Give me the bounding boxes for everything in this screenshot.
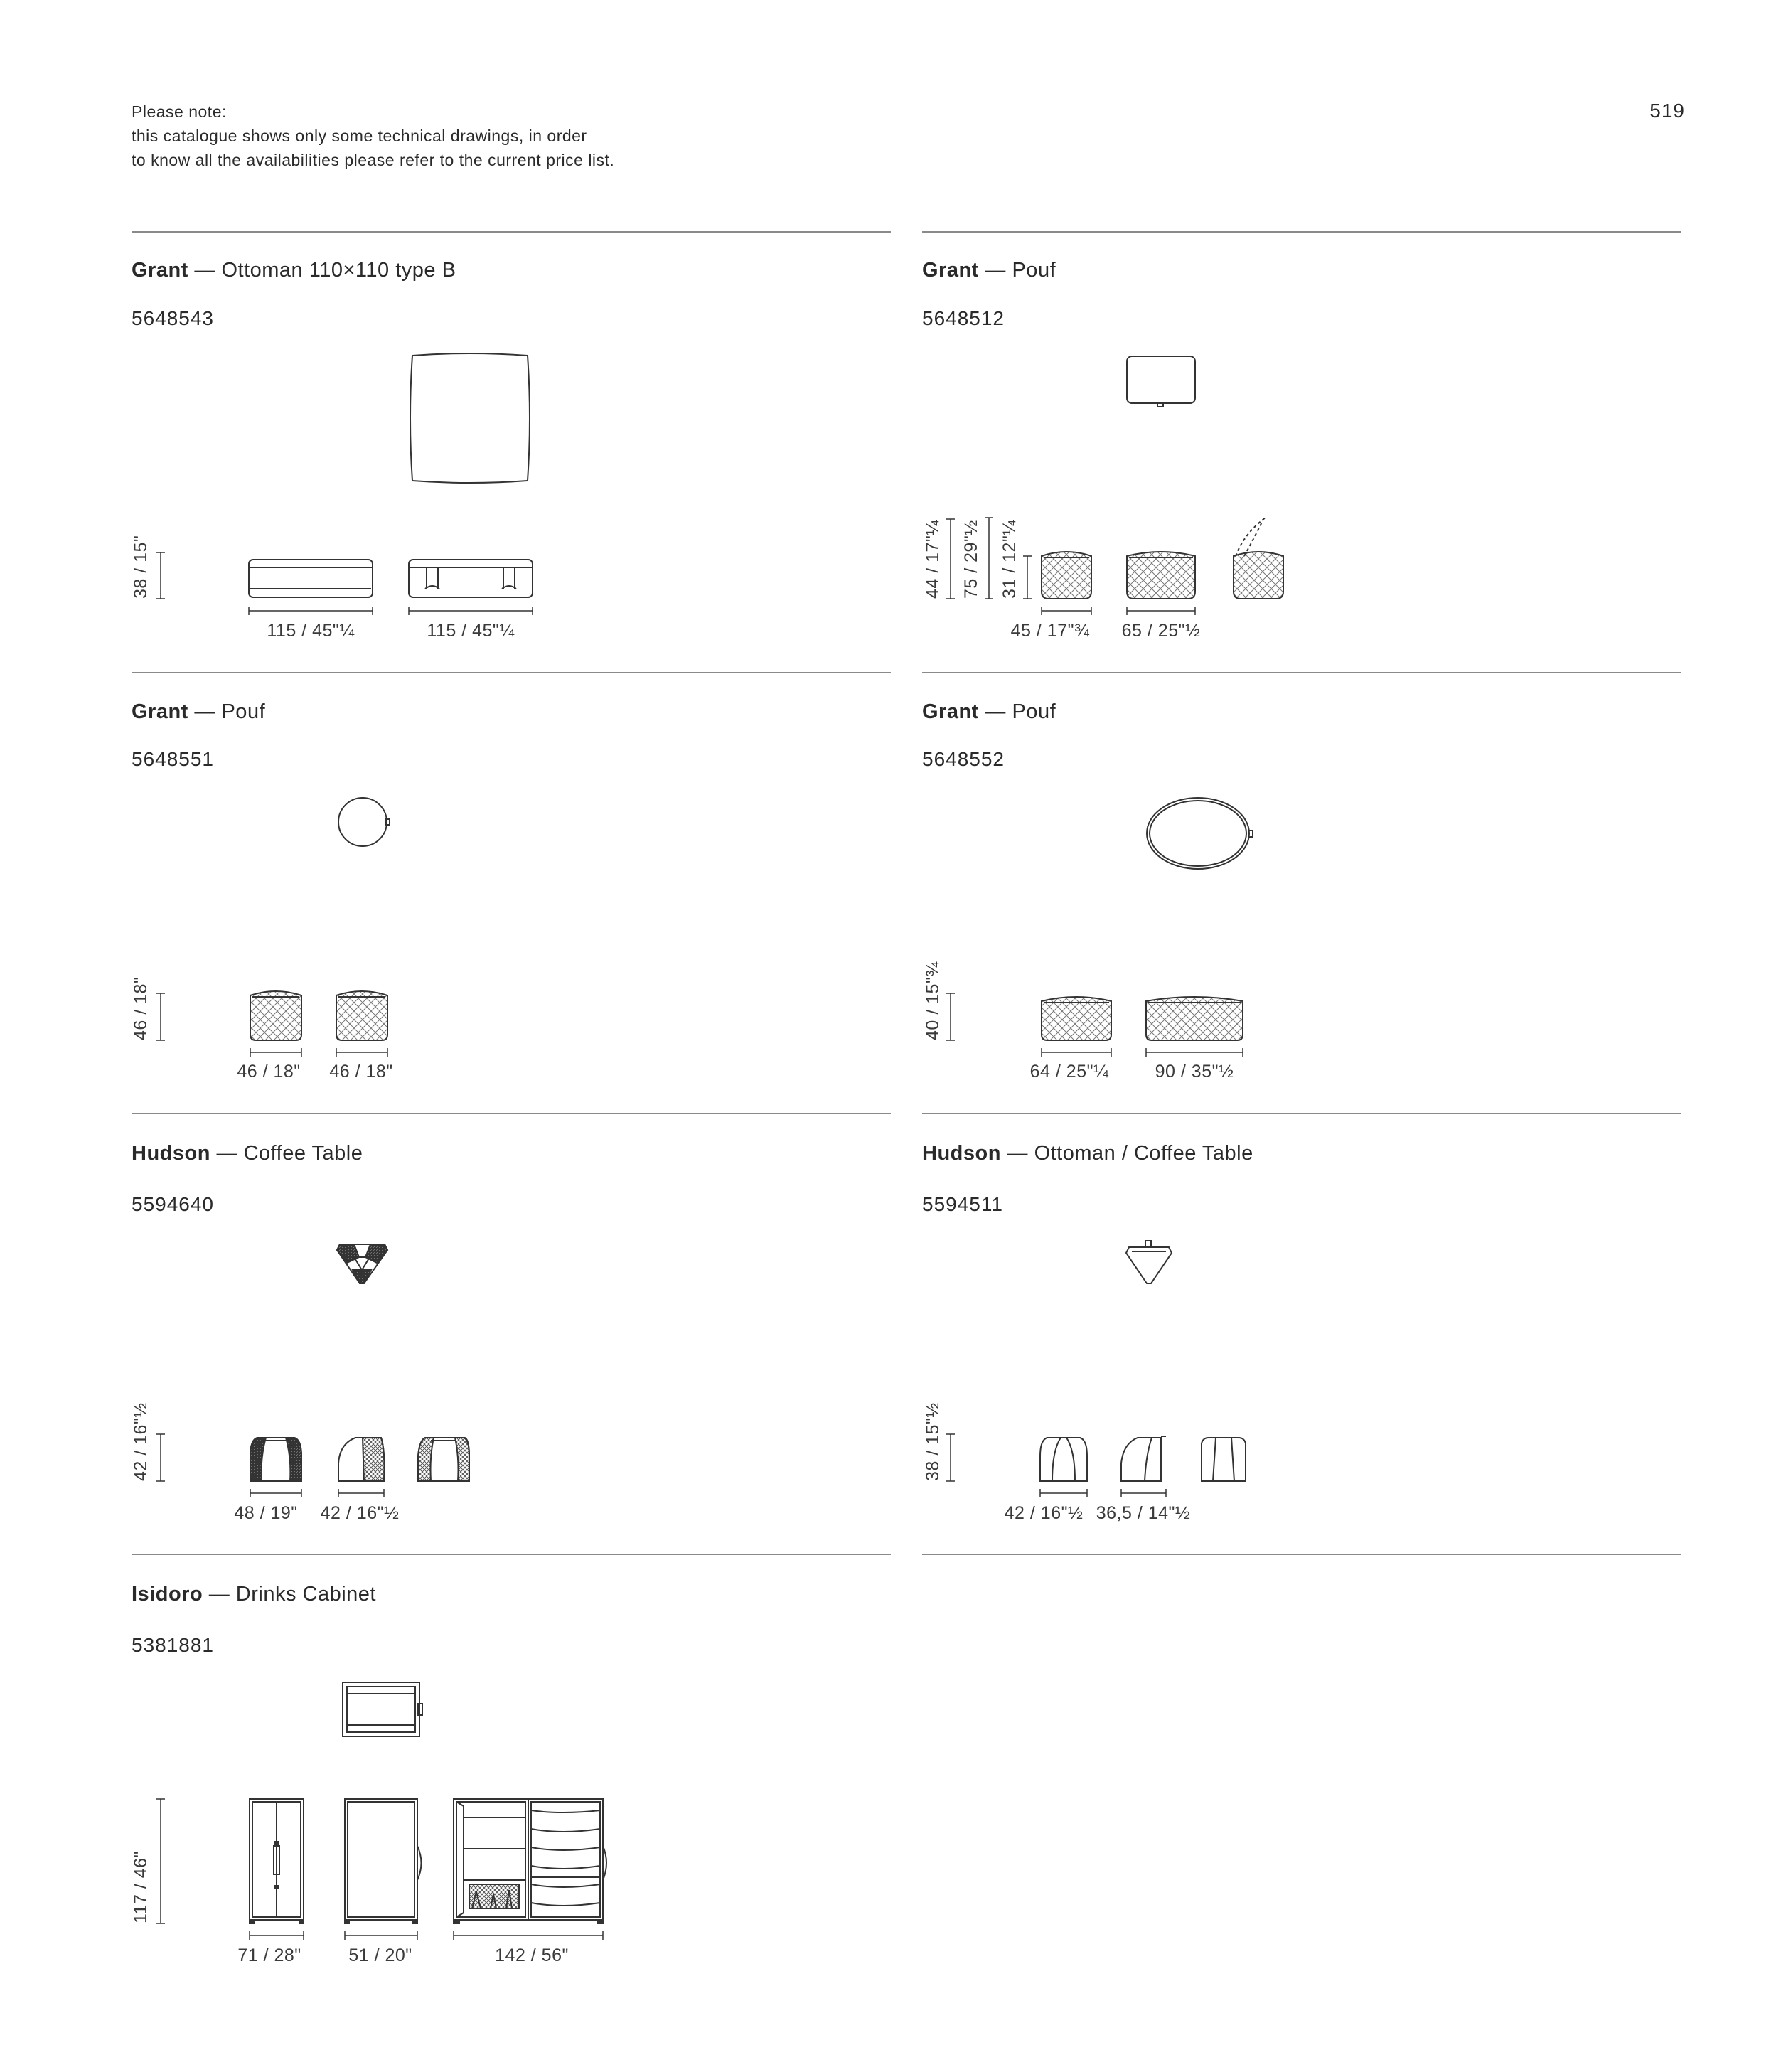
cabinet-side-views [250,1799,422,1923]
height-dimension: 75 / 29"½ [961,520,981,599]
title-separator: — [978,259,1012,282]
width-dimension: 45 / 17"¾ [1010,621,1090,641]
width-dimension: 46 / 18" [329,1062,393,1082]
product-name: Pouf [1012,700,1056,723]
title-separator: — [1000,1142,1034,1165]
product-brand: Hudson [922,1142,1001,1165]
width-dimension: 36,5 / 14"½ [1096,1503,1191,1523]
pouf-oval-side-views [1042,997,1243,1040]
cabinet-front-open-view [454,1799,606,1923]
product-brand: Hudson [132,1142,210,1165]
pouf-round-side-views [250,991,387,1040]
height-dimension: 46 / 18" [131,976,151,1040]
dimension-lines [156,1799,603,1940]
product-code: 5594511 [922,1193,1003,1215]
product-title [132,700,265,724]
width-dimension: 71 / 28" [237,1945,301,1965]
dimension-lines [156,1434,384,1497]
height-dimension: 40 / 15"¾ [923,961,943,1040]
product-title [922,1142,1253,1165]
title-separator: — [188,259,222,282]
dimension-lines [946,1434,1166,1497]
title-separator: — [210,1142,244,1165]
product-brand: Grant [132,700,188,723]
product-title [132,1583,376,1606]
height-dimension: 31 / 12"¼ [1000,520,1020,599]
height-dimension: 38 / 15"½ [923,1402,943,1481]
width-dimension: 48 / 19" [234,1503,298,1523]
product-code: 5648551 [132,748,215,770]
pouf-oval-plan-view [1147,798,1253,869]
product-code: 5648552 [922,748,1005,770]
product-code: 5648512 [922,307,1005,329]
height-dimension: 44 / 17"¼ [923,520,943,599]
product-code: 5648543 [132,307,215,329]
product-brand: Isidoro [132,1583,203,1606]
page-number: 519 [1649,100,1685,122]
width-dimension: 90 / 35"½ [1155,1062,1234,1082]
title-separator: — [203,1583,236,1606]
title-separator: — [188,700,222,723]
product-brand: Grant [922,259,979,282]
product-name: Ottoman 110×110 type B [221,259,456,282]
ottoman-side-views [249,560,533,597]
height-dimension: 117 / 46" [131,1851,151,1923]
ottoman-table-plan-view [1126,1241,1172,1283]
pouf-plan-view [1127,356,1195,407]
width-dimension: 51 / 20" [348,1945,412,1965]
product-title [132,1142,363,1165]
product-name: Pouf [1012,259,1056,282]
pouf-round-plan-view [338,798,390,846]
cabinet-plan-view [343,1682,422,1736]
height-dimension: 42 / 16"½ [131,1402,151,1481]
product-brand: Grant [132,259,188,282]
note-line: to know all the availabilities please refer to the current price list. [132,151,615,169]
product-brand: Grant [922,700,979,723]
width-dimension: 42 / 16"½ [1004,1503,1084,1523]
height-dimension: 38 / 15" [131,535,151,599]
product-name: Pouf [221,700,266,723]
width-dimension: 115 / 45"¼ [427,621,515,641]
product-title [922,700,1056,724]
ottoman-table-side-views [1040,1436,1246,1481]
product-title [132,259,456,282]
width-dimension: 42 / 16"½ [320,1503,400,1523]
width-dimension: 65 / 25"½ [1121,621,1201,641]
note-line: Please note: [132,102,227,121]
product-name: Drinks Cabinet [235,1583,376,1606]
width-dimension: 64 / 25"¼ [1029,1062,1109,1082]
product-code: 5381881 [132,1634,215,1656]
ottoman-plan-view [410,353,530,483]
width-dimension: 46 / 18" [237,1062,301,1082]
product-title [922,259,1056,282]
product-name: Ottoman / Coffee Table [1034,1142,1253,1165]
width-dimension: 142 / 56" [495,1945,569,1965]
title-separator: — [978,700,1012,723]
coffee-table-side-views [250,1438,469,1481]
pouf-side-views [1042,518,1283,599]
coffee-table-plan-view [337,1244,387,1283]
dimension-lines [156,552,533,615]
note-line: this catalogue shows only some technical drawings, in order [132,127,587,145]
product-code: 5594640 [132,1193,215,1215]
product-name: Coffee Table [243,1142,363,1165]
width-dimension: 115 / 45"¼ [267,621,355,641]
